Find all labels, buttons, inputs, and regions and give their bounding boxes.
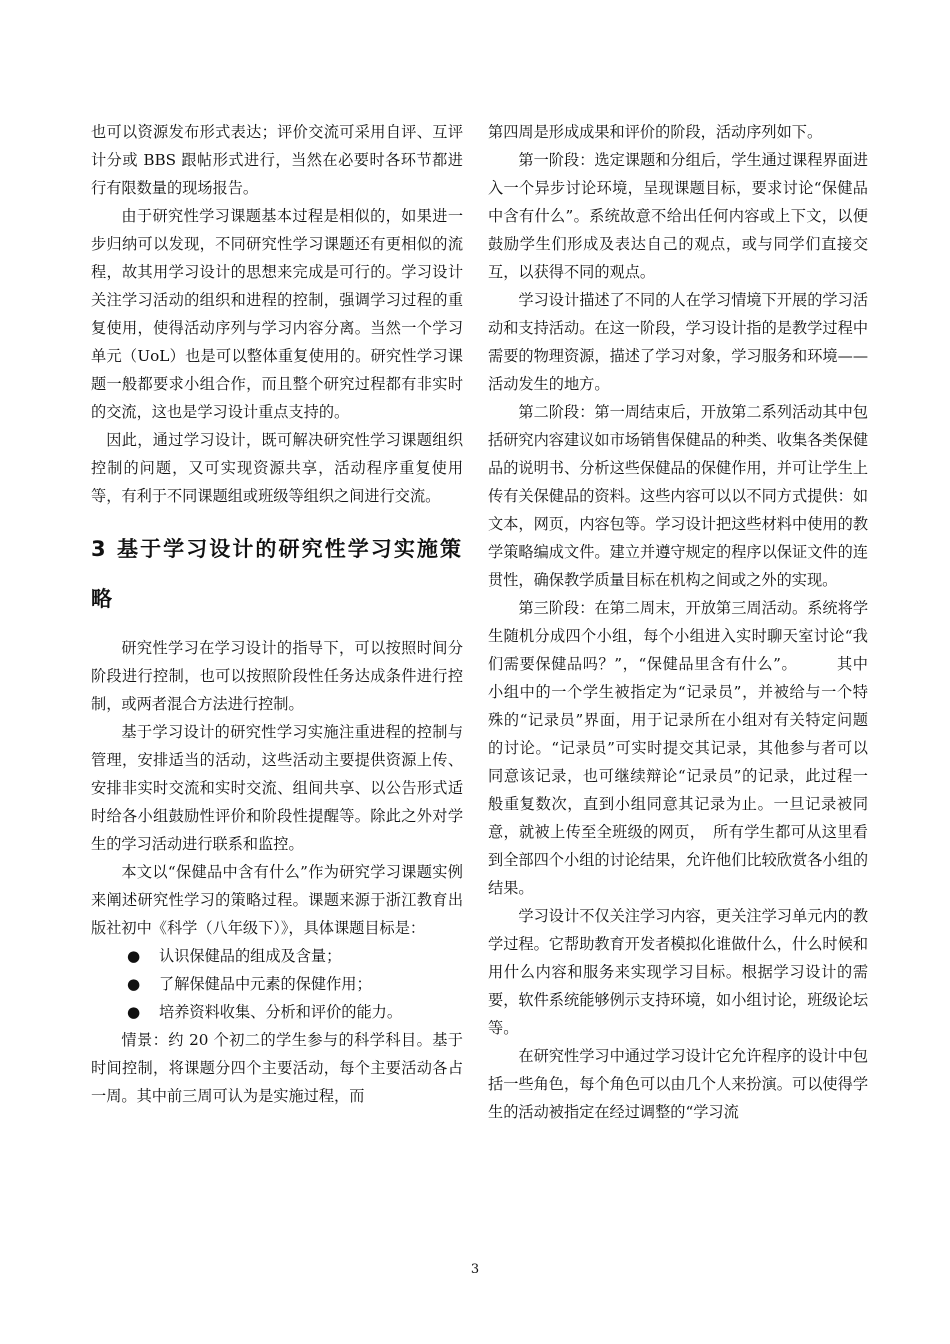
list-item (91, 942, 463, 970)
left-paragraph-5: 基于学习设计的研究性学习实施注重进程的控制与管理，安排适当的活动，这些活动主要提供资源上传、安排非实时交流和实时交流、组间共享、以公告形式适时给各小组鼓励性评价和阶段性提醒等。除此之外对学生的学习活动进行联系和监控。 (91, 723, 463, 853)
right-paragraph-7: 在研究性学习中通过学习设计它允许程序的设计中包括一些角色，每个角色可以由几个人来扮演。可以使得学生的活动被指定在经过调整的“学习流 (488, 1047, 868, 1121)
list-item (91, 998, 463, 1026)
right-column (488, 118, 868, 1126)
list-item-text: 了解保健品中元素的保健作用； (159, 975, 372, 993)
right-paragraph-6: 学习设计不仅关注学习内容，更关注学习单元内的教学过程。它帮助教育开发者模拟化谁做什么，什么时候和用什么内容和服务来实现学习目标。根据学习设计的需要，软件系统能够例示支持环境，如小组讨论，班级论坛等。 (488, 907, 868, 1037)
right-paragraph-5: 第三阶段：在第二周末，开放第三周活动。系统将学生随机分成四个小组，每个小组进入实时聊天室讨论“我们需要保健品吗？”，“保健品里含有什么”。 其中小组中的一个学生被指定为“记录员”，并被给与一个特殊的“记录员”界面，用于记录所在小组对有关特定问题的讨论。“记录员”可实时提交其记录，其他参与者可以同意该记录，也可继续辩论“记录员”的记录，此过程一般重复数次，直到小组同意其记录为止。一旦记录被同意，就被上传至全班级的网页， 所有学生都可从这里看到全部四个小组的讨论结果，允许他们比较欣赏各小组的结果。 (488, 599, 868, 897)
right-paragraph-1: 第四周是形成成果和评价的阶段，活动序列如下。 (488, 123, 823, 141)
section-heading: 3 基于学习设计的研究性学习实施策略 (91, 537, 463, 611)
right-paragraph-2: 第一阶段：选定课题和分组后，学生通过课程界面进入一个异步讨论环境，呈现课题目标，要求讨论“保健品中含有什么”。系统故意不给出任何内容或上下文，以便鼓励学生们形成及表达自己的观点，或与同学们直接交互，以获得不同的观点。 (488, 151, 868, 281)
list-item-text: 认识保健品的组成及含量； (159, 947, 342, 965)
left-paragraph-2: 由于研究性学习课题基本过程是相似的，如果进一步归纳可以发现，不同研究性学习课题还有更相似的流程，故其用学习设计的思想来完成是可行的。学习设计关注学习活动的组织和进程的控制，强调学习过程的重复使用，使得活动序列与学习内容分离。当然一个学习单元（UoL）也是可以整体重复使用的。研究性学习课题一般都要求小组合作，而且整个研究过程都有非实时的交流，这也是学习设计重点支持的。 (91, 207, 463, 421)
right-paragraph-3: 学习设计描述了不同的人在学习情境下开展的学习活动和支持活动。在这一阶段，学习设计指的是教学过程中需要的物理资源，描述了学习对象，学习服务和环境——活动发生的地方。 (488, 291, 868, 393)
bullet-icon: ● (127, 1003, 141, 1021)
left-paragraph-6: 本文以“保健品中含有什么”作为研究学习课题实例来阐述研究性学习的策略过程。课题来源于浙江教育出版社初中《科学（八年级下）》，具体课题目标是： (91, 863, 463, 937)
list-item-text: 培养资料收集、分析和评价的能力。 (159, 1003, 402, 1021)
bullet-icon: ● (127, 975, 141, 993)
left-column (91, 118, 463, 1110)
right-paragraph-4: 第二阶段：第一周结束后，开放第二系列活动其中包括研究内容建议如市场销售保健品的种类、收集各类保健品的说明书、分析这些保健品的保健作用，并可让学生上传有关保健品的资料。这些内容可以以不同方式提供：如文本，网页，内容包等。学习设计把这些材料中使用的教学策略编成文件。建立并遵守规定的程序以保证文件的连贯性，确保教学质量目标在机构之间或之外的实现。 (488, 403, 868, 589)
left-paragraph-4: 研究性学习在学习设计的指导下，可以按照时间分阶段进行控制，也可以按照阶段性任务达成条件进行控制，或两者混合方法进行控制。 (91, 639, 463, 713)
left-paragraph-7: 情景：约 20 个初二的学生参与的科学科目。基于时间控制，将课题分四个主要活动，每个主要活动各占一周。其中前三周可认为是实施过程，而 (91, 1031, 463, 1105)
left-paragraph-1: 也可以资源发布形式表达；评价交流可采用自评、互评计分或 BBS 跟帖形式进行，当然在必要时各环节都进行有限数量的现场报告。 (91, 123, 463, 197)
left-paragraph-3: 因此，通过学习设计，既可解决研究性学习课题组织控制的问题，又可实现资源共享，活动程序重复使用等，有利于不同课题组或班级等组织之间进行交流。 (91, 431, 463, 505)
list-item (91, 970, 463, 998)
goal-list (91, 942, 463, 1026)
page-number: 3 (470, 1262, 480, 1277)
bullet-icon: ● (127, 947, 141, 965)
